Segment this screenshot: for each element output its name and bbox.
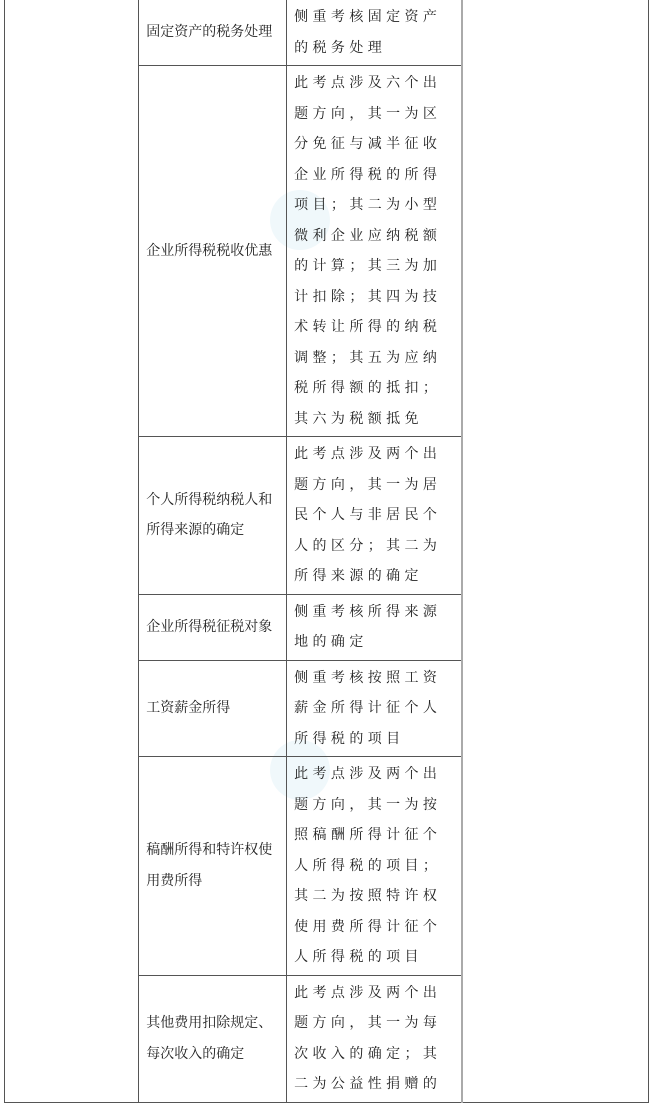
topic-cell: 稿酬所得和特许权使用费所得 bbox=[139, 757, 287, 976]
topic-cell: 企业所得税税收优惠 bbox=[139, 66, 287, 437]
description-cell: 侧重考核所得来源地的确定 bbox=[287, 594, 463, 660]
exam-points-table bbox=[4, 0, 649, 1103]
category-cell bbox=[5, 0, 139, 1102]
topic-cell: 固定资产的税务处理 bbox=[139, 0, 287, 66]
description-cell: 此考点涉及两个出题方向，其一为按照稿酬所得计征个人所得税的项目；其二为按照特许权使用费所得计征个人所得税的项目 bbox=[287, 757, 463, 976]
topic-cell: 工资薪金所得 bbox=[139, 660, 287, 757]
topic-cell: 个人所得税纳税人和所得来源的确定 bbox=[139, 437, 287, 595]
table-row bbox=[5, 0, 649, 66]
description-cell: 此考点涉及两个出题方向，其一为每次收入的确定；其二为公益性捐赠的 bbox=[287, 975, 463, 1102]
topic-cell: 其他费用扣除规定、每次收入的确定 bbox=[139, 975, 287, 1102]
description-cell: 此考点涉及两个出题方向，其一为居民个人与非居民个人的区分；其二为所得来源的确定 bbox=[287, 437, 463, 595]
description-cell: 侧重考核按照工资薪金所得计征个人所得税的项目 bbox=[287, 660, 463, 757]
topic-cell: 企业所得税征税对象 bbox=[139, 594, 287, 660]
notes-cell bbox=[462, 0, 648, 1102]
description-cell: 此考点涉及六个出题方向，其一为区分免征与减半征收企业所得税的所得项目；其二为小型微利企业应纳税额的计算；其三为加计扣除；其四为技术转让所得的纳税调整；其五为应纳税所得额的抵扣；其六为税额抵免 bbox=[287, 66, 463, 437]
description-cell: 侧重考核固定资产的税务处理 bbox=[287, 0, 463, 66]
